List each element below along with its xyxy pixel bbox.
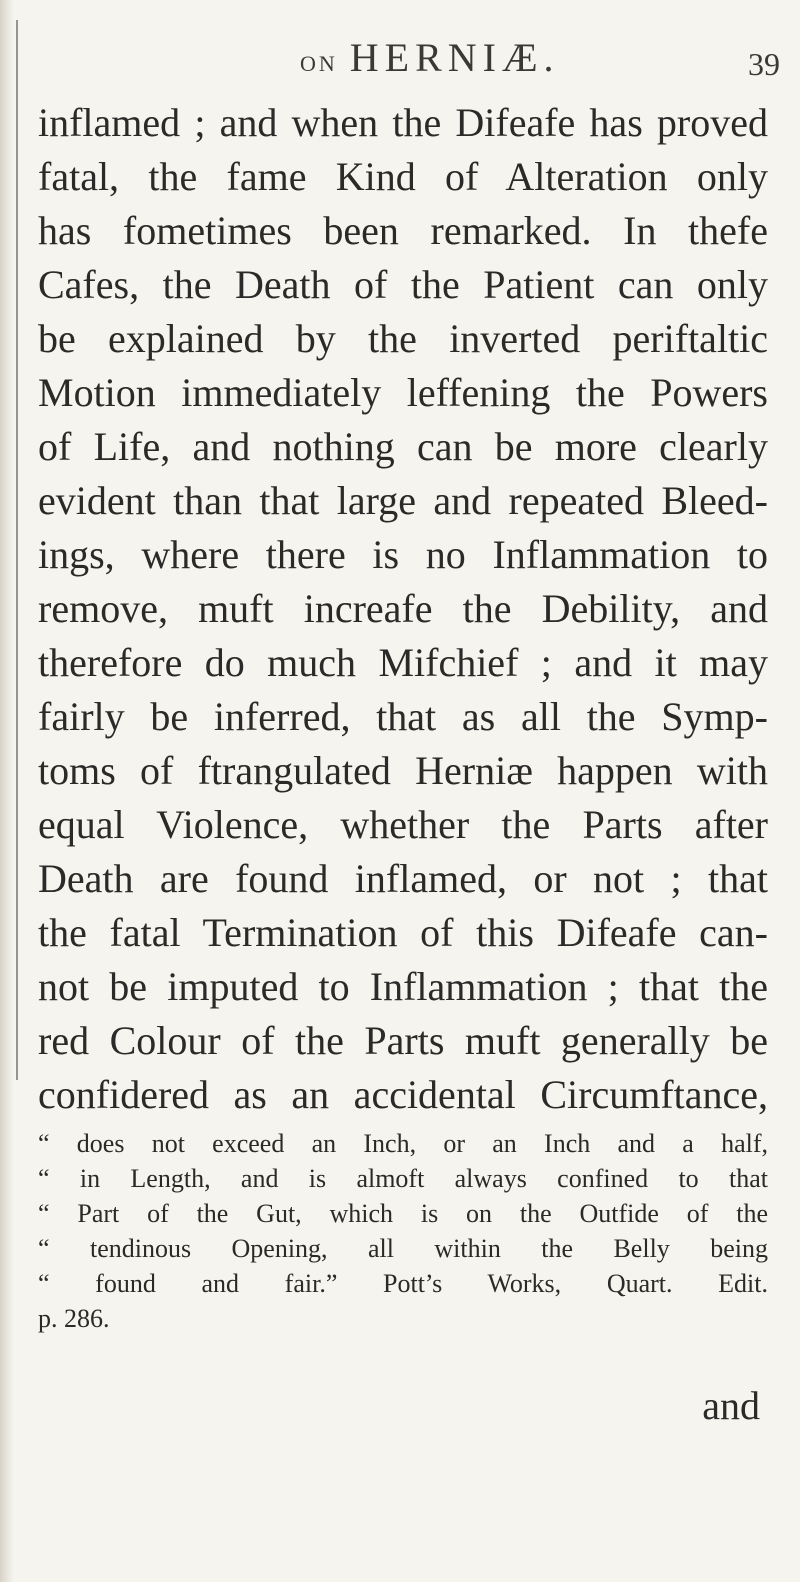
- text-line: evident than that large and repeated Bleed-: [38, 478, 768, 523]
- text-line: therefore do much Mifchief ; and it may: [38, 640, 768, 685]
- text-line: fairly be inferred, that as all the Symp-: [38, 694, 768, 739]
- footnote-line: “ does not exceed an Inch, or an Inch and a half,: [38, 1129, 768, 1158]
- text-line: remove, muft increafe the Debility, and: [38, 586, 768, 631]
- page-gutter-shadow: [0, 0, 14, 1582]
- body-text: [38, 96, 768, 1122]
- text-line: be explained by the inverted periftaltic: [38, 316, 768, 361]
- page-number: 39: [748, 46, 780, 82]
- text-line: ings, where there is no Inflammation to: [38, 532, 768, 577]
- text-line: confidered as an accidental Circumftance,: [38, 1072, 768, 1117]
- text-line: red Colour of the Parts muft generally be: [38, 1018, 768, 1063]
- page-header: [300, 34, 780, 84]
- footnote: [38, 1126, 768, 1336]
- text-line: has fometimes been remarked. In thefe: [38, 208, 768, 253]
- footnote-line: “ found and fair.” Pott’s Works, Quart. Edit.: [38, 1269, 768, 1298]
- footnote-line: “ Part of the Gut, which is on the Outfide of the: [38, 1199, 768, 1228]
- text-line: toms of ftrangulated Herniæ happen with: [38, 748, 768, 793]
- text-line: fatal, the fame Kind of Alteration only: [38, 154, 768, 199]
- text-line: not be imputed to Inflammation ; that the: [38, 964, 768, 1009]
- running-head-title: HERNIÆ.: [349, 35, 560, 80]
- text-line: Motion immediately leffening the Powers: [38, 370, 768, 415]
- binding-edge-line: [16, 20, 18, 1080]
- footnote-line: “ tendinous Opening, all within the Belly being: [38, 1234, 768, 1263]
- text-line: of Life, and nothing can be more clearly: [38, 424, 768, 469]
- text-line: Cafes, the Death of the Patient can only: [38, 262, 768, 307]
- footnote-line: p. 286.: [38, 1304, 110, 1333]
- text-line: the fatal Termination of this Difeafe can-: [38, 910, 768, 955]
- text-line: equal Violence, whether the Parts after: [38, 802, 768, 847]
- text-line: Death are found inflamed, or not ; that: [38, 856, 768, 901]
- running-head-prefix: ON: [300, 51, 338, 76]
- catchword: and: [702, 1383, 760, 1428]
- footnote-line: “ in Length, and is almoft always confined to that: [38, 1164, 768, 1193]
- running-head: [300, 34, 560, 81]
- text-line: inflamed ; and when the Difeafe has proved: [38, 100, 768, 145]
